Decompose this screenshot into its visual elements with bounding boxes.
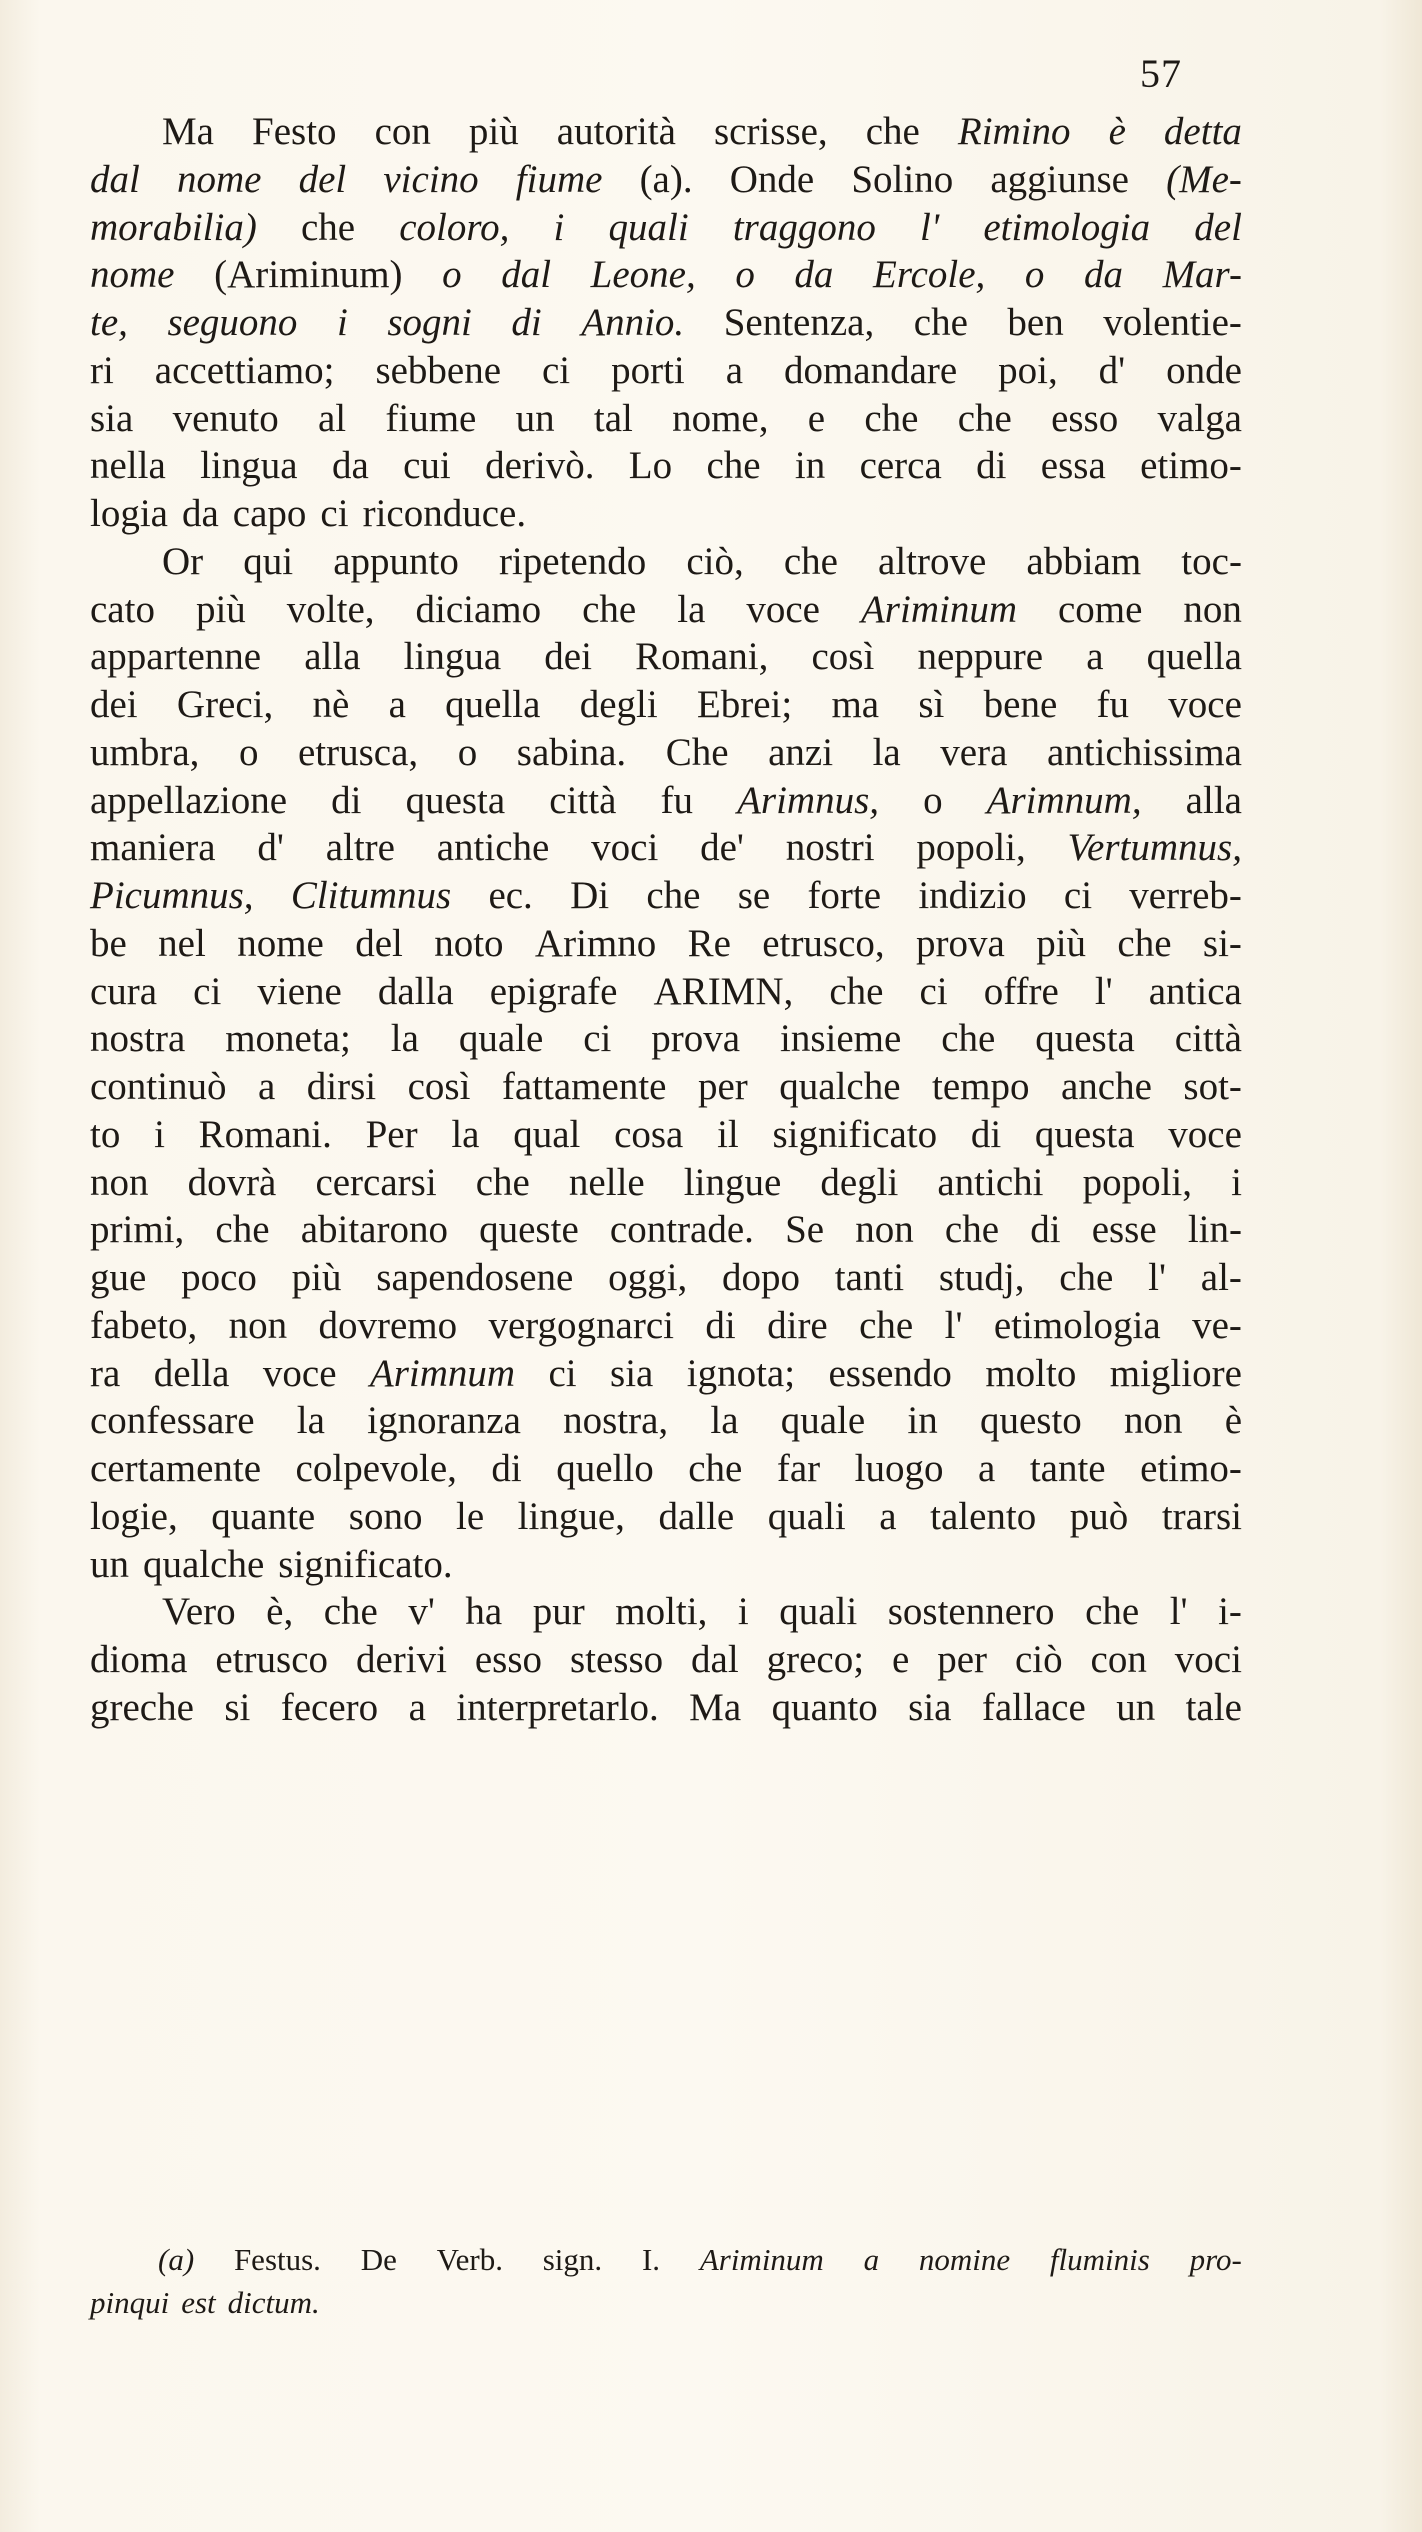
- body-text: [90, 108, 1242, 1732]
- text-line: non dovrà cercarsi che nelle lingue degli antichi popoli, i: [90, 1160, 1242, 1204]
- text-line: cura ci viene dalla epigrafe ARIMN, che ci offre l' antica: [90, 969, 1242, 1013]
- text-line: gue poco più sapendosene oggi, dopo tanti studj, che l' al-: [90, 1256, 1242, 1299]
- text-line: greche si fecero a interpretarlo. Ma quanto sia fallace un tale: [90, 1685, 1242, 1729]
- text-line: continuò a dirsi così fattamente per qualche tempo anche sot-: [90, 1065, 1242, 1108]
- footnote: [90, 2238, 1242, 2324]
- text-line: appartenne alla lingua dei Romani, così neppure a quella: [90, 635, 1242, 679]
- text-line: primi, che abitarono queste contrade. Se non che di esse lin-: [90, 1208, 1242, 1252]
- text-line: certamente colpevole, di quello che far luogo a tante etimo-: [90, 1447, 1242, 1490]
- text-line: ra della voce Arimnum ci sia ignota; essendo molto migliore: [90, 1351, 1242, 1395]
- text-line: be nel nome del noto Arimno Re etrusco, prova più che si-: [90, 921, 1242, 965]
- text-line: confessare la ignoranza nostra, la quale in questo non è: [90, 1399, 1242, 1443]
- text-line: Or qui appunto ripetendo ciò, che altrove abbiam toc-: [162, 539, 1242, 583]
- text-line: dal nome del vicino fiume (a). Onde Solino aggiunse (Me-: [90, 157, 1242, 201]
- text-line: umbra, o etrusca, o sabina. Che anzi la vera antichissima: [90, 730, 1242, 774]
- text-line: maniera d' altre antiche voci de' nostri popoli, Vertumnus,: [90, 826, 1242, 870]
- text-line: morabilia) che coloro, i quali traggono l' etimologia del: [90, 205, 1242, 249]
- text-line: sia venuto al fiume un tal nome, e che che esso valga: [90, 396, 1242, 440]
- text-line: appellazione di questa città fu Arimnus, o Arimnum, alla: [90, 778, 1242, 822]
- text-line: Picumnus, Clitumnus ec. Di che se forte indizio ci verreb-: [90, 874, 1242, 917]
- text-line: Ma Festo con più autorità scrisse, che Rimino è detta: [162, 110, 1242, 153]
- text-line: dei Greci, nè a quella degli Ebrei; ma sì bene fu voce: [90, 683, 1242, 726]
- footnote-line: (a) Festus. De Verb. sign. I. Ariminum a nomine fluminis pro-: [158, 2242, 1242, 2277]
- text-line: to i Romani. Per la qual cosa il significato di questa voce: [90, 1112, 1242, 1156]
- text-line: fabeto, non dovremo vergognarci di dire che l' etimologia ve-: [90, 1303, 1242, 1347]
- footnote-line: pinqui est dictum.: [90, 2285, 320, 2320]
- text-line: nostra moneta; la quale ci prova insieme che questa città: [90, 1017, 1242, 1061]
- text-line: Vero è, che v' ha pur molti, i quali sostennero che l' i-: [162, 1590, 1242, 1634]
- text-line: un qualche significato.: [90, 1542, 453, 1586]
- text-line: cato più volte, diciamo che la voce Ariminum come non: [90, 587, 1242, 631]
- text-line: nella lingua da cui derivò. Lo che in cerca di essa etimo-: [90, 444, 1242, 488]
- text-line: nome (Ariminum) o dal Leone, o da Ercole, o da Mar-: [90, 253, 1242, 297]
- text-line: ri accettiamo; sebbene ci porti a domandare poi, d' onde: [90, 348, 1242, 392]
- page-number: 57: [1140, 51, 1182, 96]
- text-line: logia da capo ci riconduce.: [90, 492, 527, 535]
- text-line: te, seguono i sogni di Annio. Sentenza, che ben volentie-: [90, 301, 1242, 344]
- text-line: logie, quante sono le lingue, dalle quali a talento può trarsi: [90, 1494, 1242, 1538]
- text-line: dioma etrusco derivi esso stesso dal greco; e per ciò con voci: [90, 1638, 1242, 1681]
